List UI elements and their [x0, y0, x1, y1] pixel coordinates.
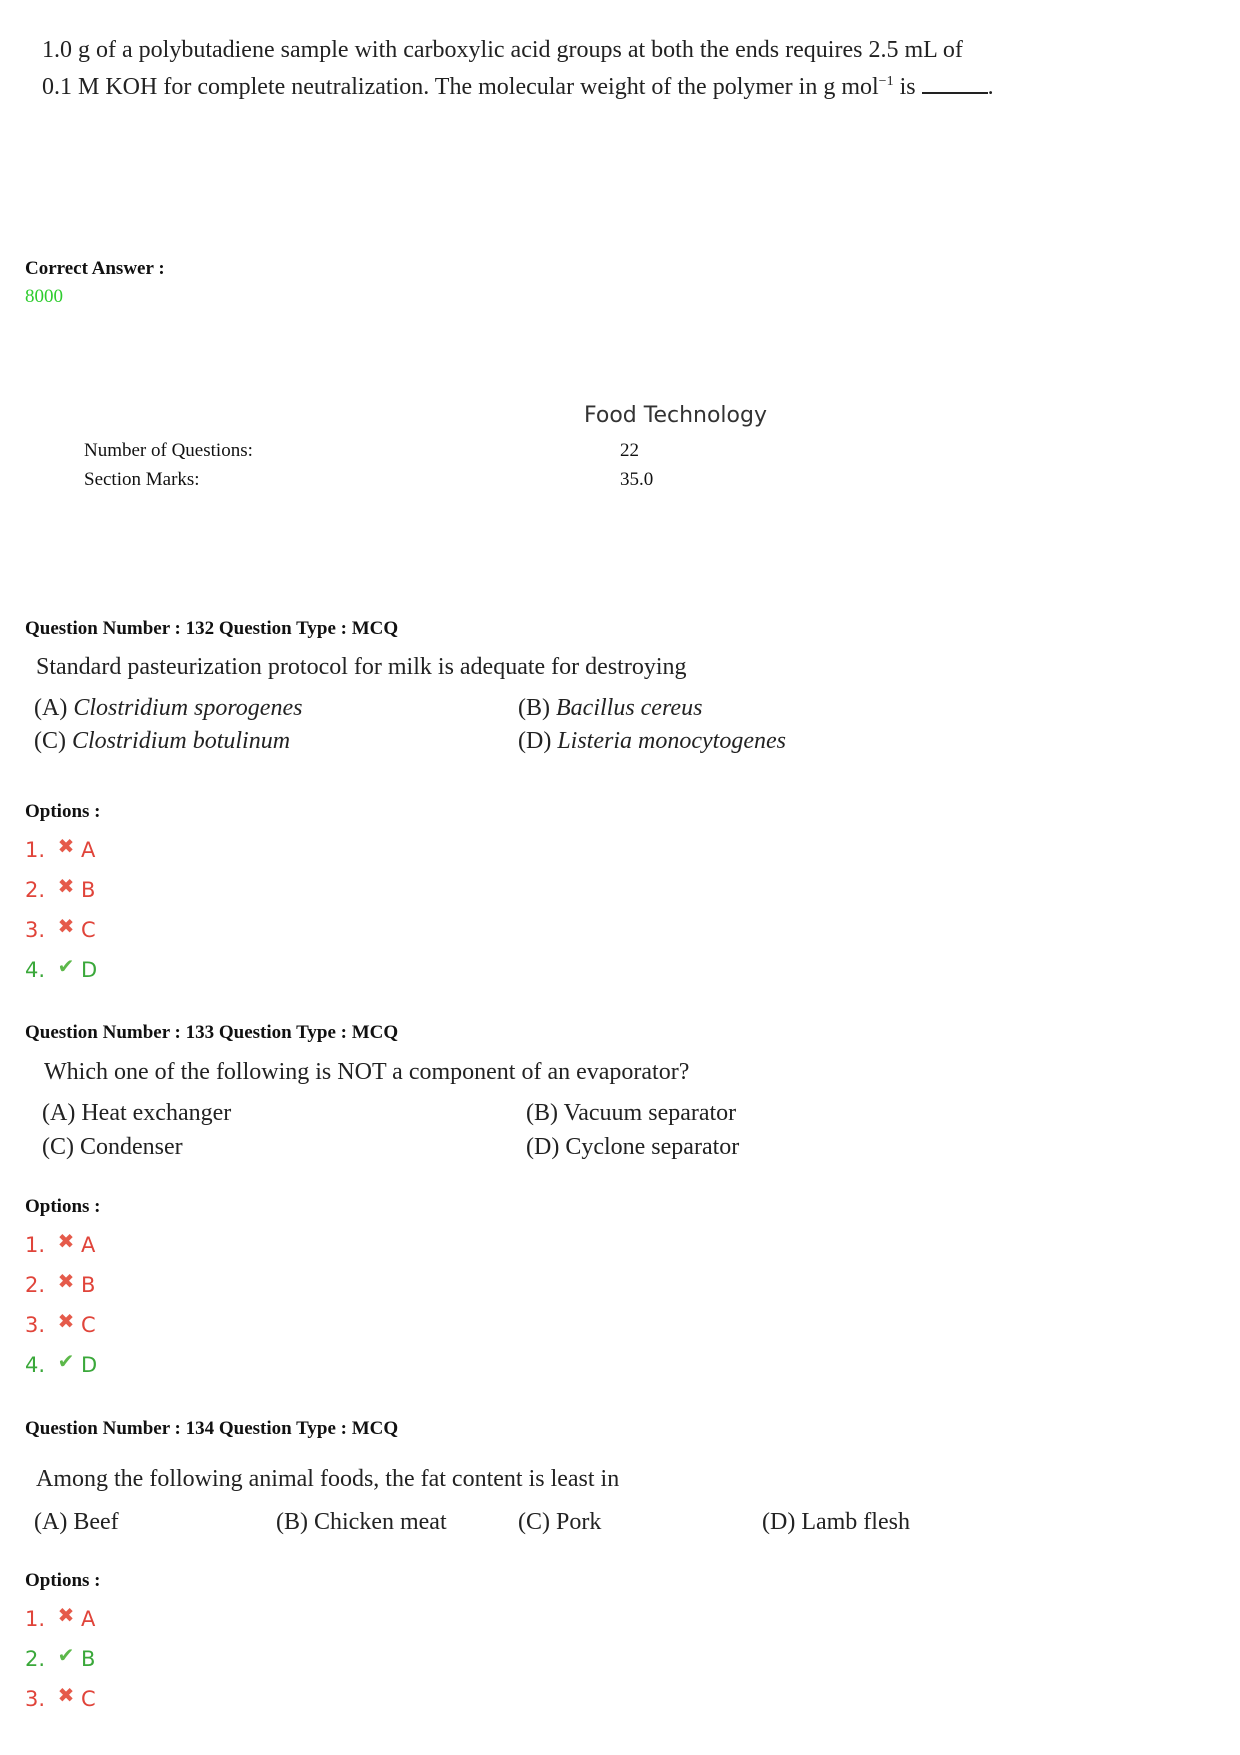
answer-choice: 2. ✔ B [25, 1635, 96, 1675]
option-c: (C) Clostridium botulinum [34, 728, 291, 754]
cross-icon: ✖ [57, 1603, 75, 1627]
answer-choices [25, 1221, 97, 1381]
option-b: (B) Bacillus cereus [518, 695, 703, 721]
check-icon: ✔ [57, 954, 75, 978]
answer-choice: 1. ✖ A [25, 1595, 96, 1635]
option-d: (D) Cyclone separator [526, 1134, 740, 1160]
num-questions-label: Number of Questions: [84, 440, 253, 461]
cross-icon: ✖ [57, 1229, 75, 1253]
correct-answer-value: 8000 [25, 286, 63, 307]
question-text: Among the following animal foods, the fat content is least in [36, 1466, 620, 1492]
answer-choices [25, 1595, 96, 1715]
section-marks-value: 35.0 [620, 469, 654, 490]
check-icon: ✔ [57, 1643, 75, 1667]
question-131-text [42, 34, 1142, 103]
option-b: (B) Chicken meat [276, 1509, 447, 1535]
question-header: Question Number : 133 Question Type : MCQ [25, 1022, 399, 1043]
option-a: (A) Beef [34, 1509, 119, 1535]
question-131-line2: 0.1 M KOH for complete neutralization. The molecular weight of the polymer in g mol$^{-1}$ is . [42, 74, 994, 100]
correct-answer-label: Correct Answer : [25, 258, 165, 279]
option-d: (D) Lamb flesh [762, 1509, 910, 1535]
answer-choice: 4. ✔ D [25, 946, 97, 986]
answer-choice: 1. ✖ A [25, 1221, 97, 1261]
section-marks-label: Section Marks: [84, 469, 200, 490]
option-c: (C) Pork [518, 1509, 602, 1535]
question-131-line1: 1.0 g of a polybutadiene sample with carboxylic acid groups at both the ends requires 2.5 mL of [42, 37, 963, 63]
section-title: Food Technology [584, 403, 767, 428]
check-icon: ✔ [57, 1349, 75, 1373]
option-a: (A) Heat exchanger [42, 1100, 232, 1126]
answer-blank [922, 72, 988, 94]
option-a: (A) Clostridium sporogenes [34, 695, 303, 721]
option-b: (B) Vacuum separator [526, 1100, 737, 1126]
options-label: Options : [25, 1570, 101, 1591]
answer-choices [25, 826, 97, 986]
question-header: Question Number : 132 Question Type : MCQ [25, 618, 399, 639]
num-questions-value: 22 [620, 440, 639, 461]
option-d: (D) Listeria monocytogenes [518, 728, 786, 754]
answer-choice: 2. ✖ B [25, 1261, 97, 1301]
question-header: Question Number : 134 Question Type : MCQ [25, 1418, 399, 1439]
cross-icon: ✖ [57, 874, 75, 898]
answer-choice: 4. ✔ D [25, 1341, 97, 1381]
answer-choice: 3. ✖ C [25, 1301, 97, 1341]
option-c: (C) Condenser [42, 1134, 183, 1160]
options-label: Options : [25, 801, 101, 822]
cross-icon: ✖ [57, 914, 75, 938]
answer-choice: 3. ✖ C [25, 906, 97, 946]
question-text: Which one of the following is NOT a component of an evaporator? [44, 1059, 690, 1085]
answer-choice: 2. ✖ B [25, 866, 97, 906]
options-label: Options : [25, 1196, 101, 1217]
cross-icon: ✖ [57, 1309, 75, 1333]
question-text: Standard pasteurization protocol for milk is adequate for destroying [36, 654, 687, 680]
cross-icon: ✖ [57, 1269, 75, 1293]
cross-icon: ✖ [57, 1683, 75, 1707]
answer-choice: 1. ✖ A [25, 826, 97, 866]
cross-icon: ✖ [57, 834, 75, 858]
answer-choice: 3. ✖ C [25, 1675, 96, 1715]
